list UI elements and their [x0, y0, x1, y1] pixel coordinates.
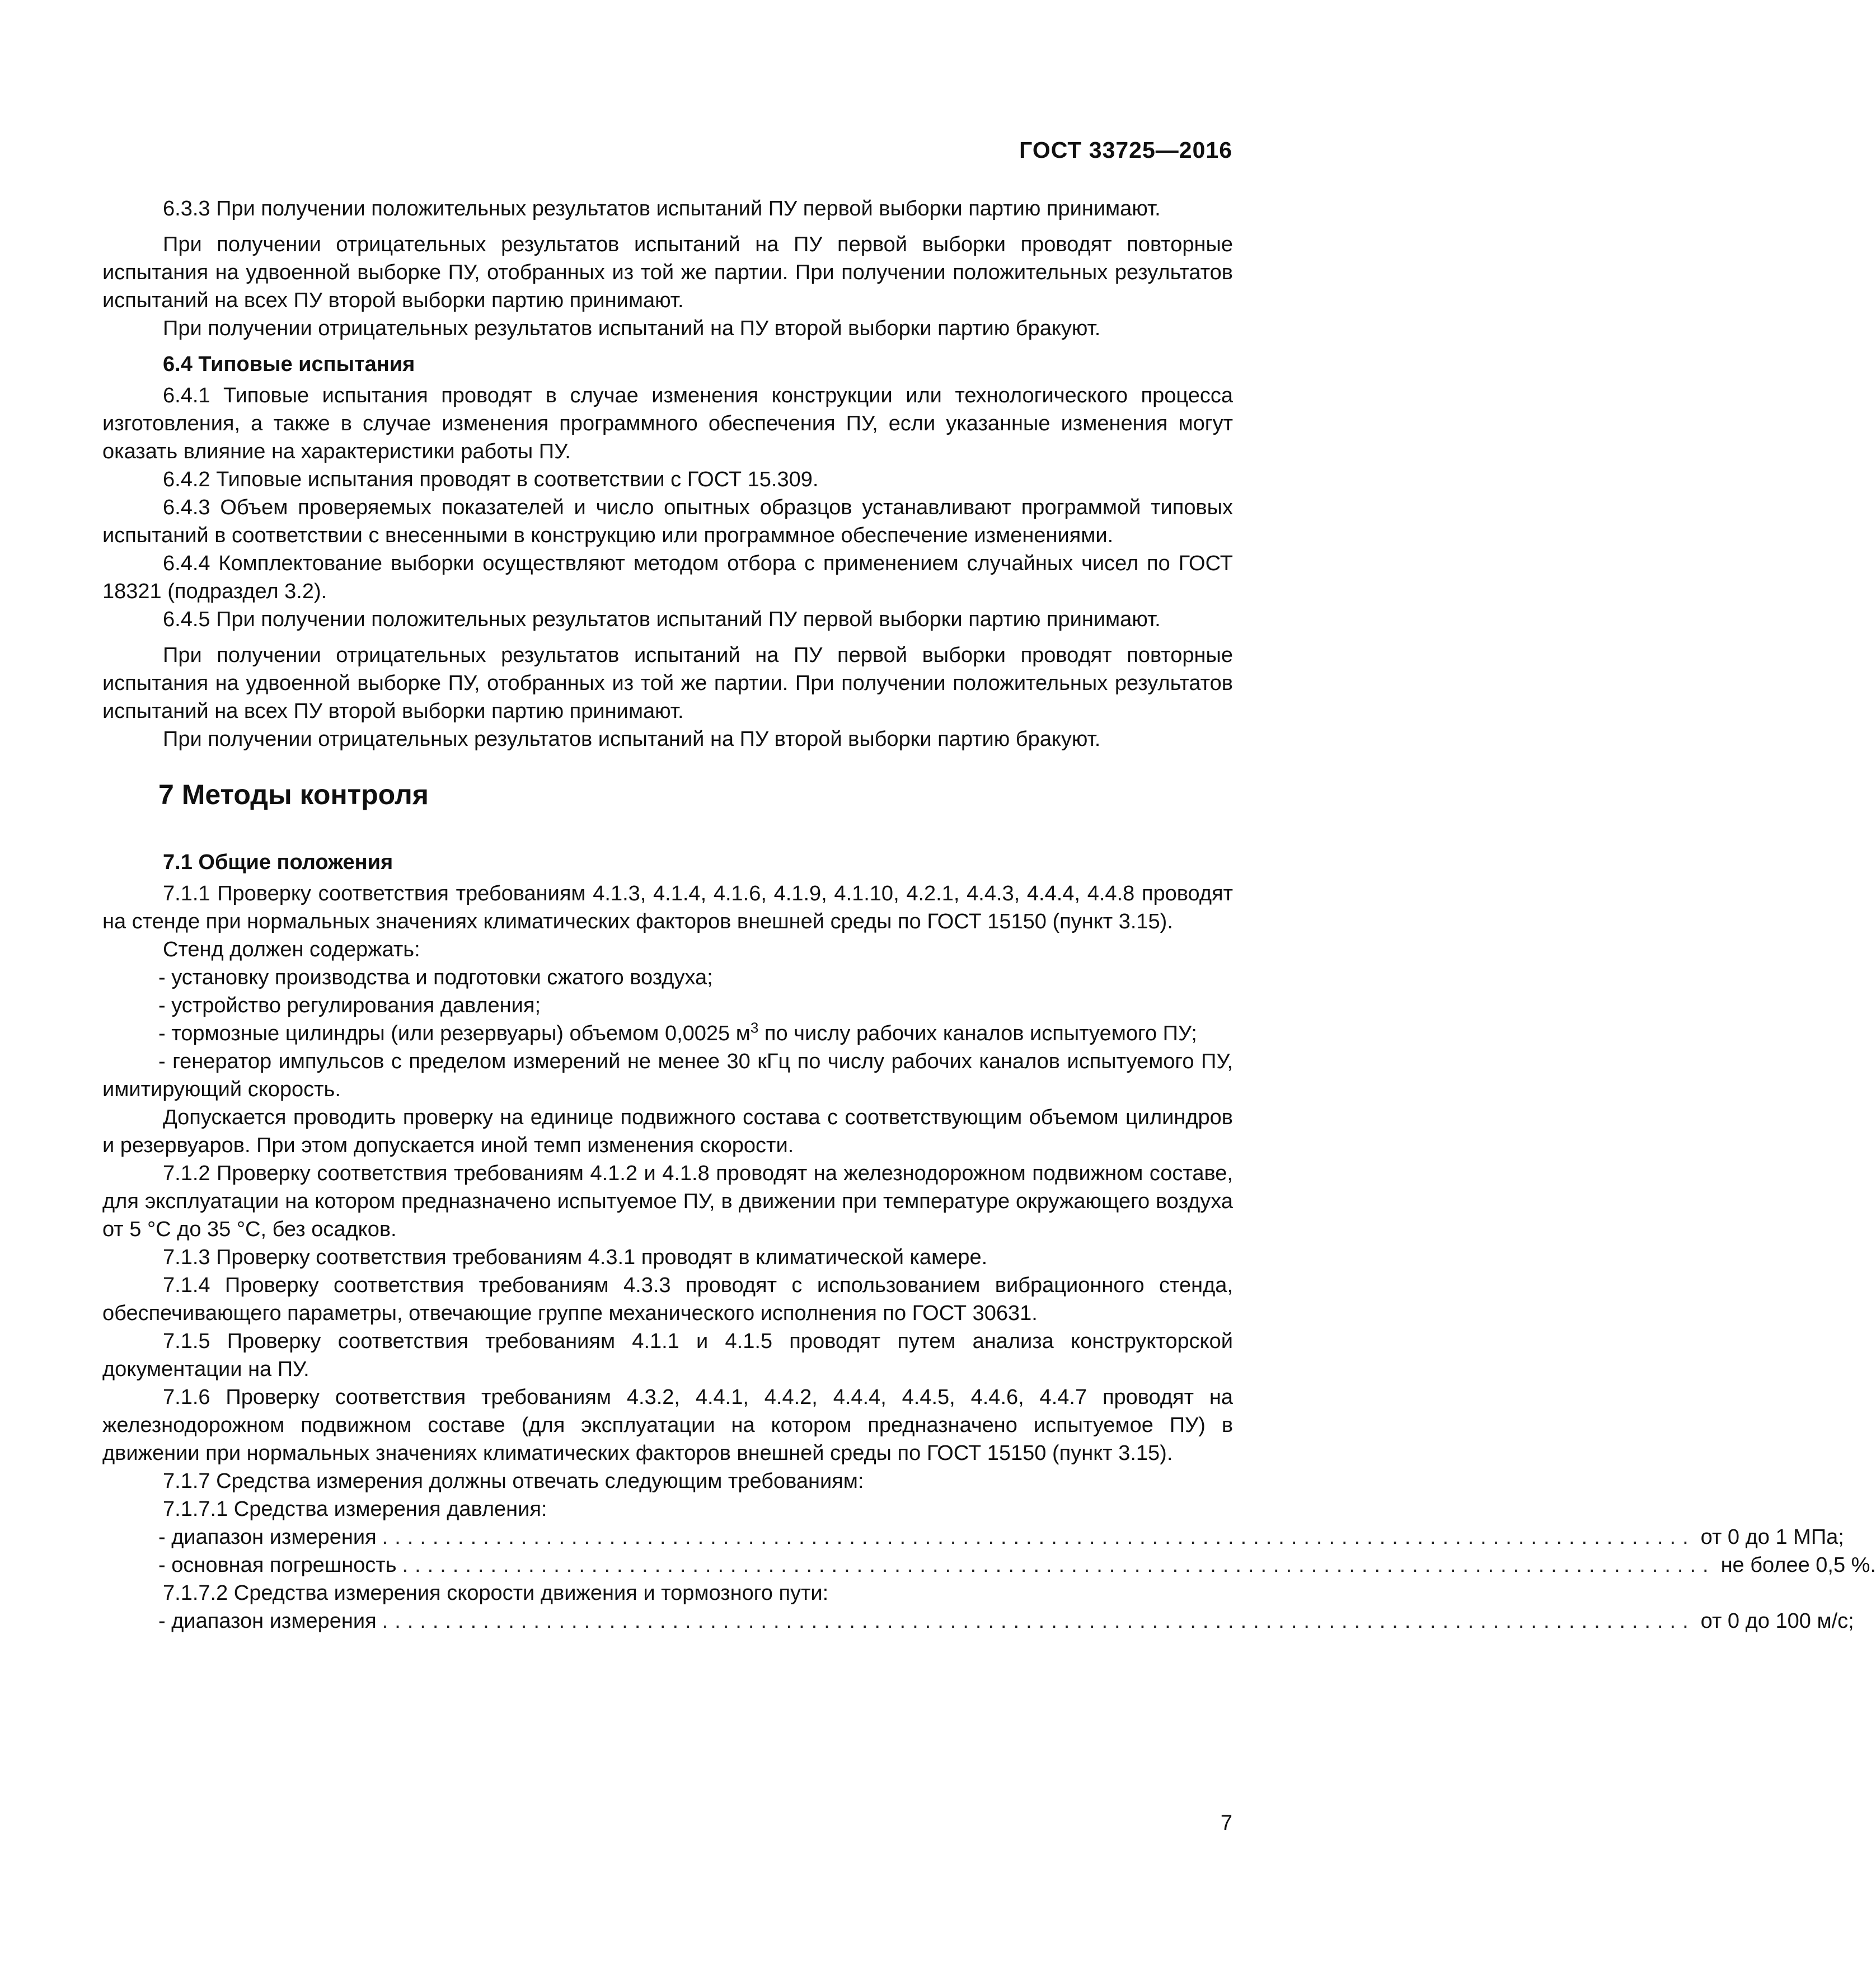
page-number: 7: [1220, 1811, 1232, 1835]
speed-range-row: [102, 1607, 1854, 1635]
paragraph-6-4-5-repeat: При получении отрицательных результатов испытаний на ПУ первой выборки проводят повторные испытания на удвоенной выборке ПУ, отобранных из той же партии. При получении положительных результатов испытаний на всех ПУ второй выборки партию принимают.: [102, 644, 1233, 723]
pressure-error-label: - основная погрешность: [158, 1553, 397, 1577]
stand-item-generator: - генератор импульсов с пределом измерений не менее 30 кГц по числу рабочих каналов испытуемого ПУ, имитирующий скорость.: [102, 1050, 1233, 1101]
speed-range-value: от 0 до 100 м/с;: [1700, 1609, 1854, 1633]
paragraph-6-4-2: 6.4.2 Типовые испытания проводят в соответствии с ГОСТ 15.309.: [163, 468, 819, 491]
paragraph-6-4-3: 6.4.3 Объем проверяемых показателей и число опытных образцов устанавливают программой типовых испытаний в соответствии с внесенными в конструкцию или программное обеспечение изменениями.: [102, 496, 1233, 547]
paragraph-6-4-4: 6.4.4 Комплектование выборки осуществляют методом отбора с применением случайных чисел по ГОСТ 18321 (подраздел 3.2).: [102, 552, 1233, 603]
leader-dots: ........................................................................................................: [382, 1609, 1695, 1633]
document-header: ГОСТ 33725—2016: [1019, 137, 1232, 163]
paragraph-6-3-3: 6.3.3 При получении положительных результатов испытаний ПУ первой выборки партию принимают.: [163, 197, 1161, 220]
paragraph-7-1-2: 7.1.2 Проверку соответствия требованиям 4.1.2 и 4.1.8 проводят на железнодорожном подвижном составе, для эксплуатации на котором предназначено испытуемое ПУ, в движении при температуре окружающего воздуха от 5 °С до 35 °С, без осадков.: [102, 1162, 1233, 1241]
paragraph-allowance: Допускается проводить проверку на единице подвижного состава с соответствующим объемом цилиндров и резервуаров. При этом допускается иной темп изменения скорости.: [102, 1106, 1233, 1157]
pressure-range-value: от 0 до 1 МПа;: [1700, 1525, 1844, 1549]
paragraph-7-1-1: 7.1.1 Проверку соответствия требованиям 4.1.3, 4.1.4, 4.1.6, 4.1.9, 4.1.10, 4.2.1, 4.4.3, 4.4.4, 4.4.8 проводят на стенде при нормальных значениях климатических факторов внешней среды по ГОСТ 15150 (пункт 3.15).: [102, 882, 1233, 933]
paragraph-7-1-3: 7.1.3 Проверку соответствия требованиям 4.3.1 проводят в климатической камере.: [163, 1246, 988, 1269]
pressure-range-row: [102, 1523, 1844, 1551]
cubic-superscript: 3: [750, 1019, 759, 1036]
leader-dots: ........................................................................................................: [382, 1525, 1695, 1549]
paragraph-6-4-5-reject: При получении отрицательных результатов испытаний на ПУ второй выборки партию бракуют.: [163, 727, 1101, 751]
stand-item-air: - установку производства и подготовки сжатого воздуха;: [158, 966, 713, 989]
paragraph-7-1-6: 7.1.6 Проверку соответствия требованиям 4.3.2, 4.4.1, 4.4.2, 4.4.4, 4.4.5, 4.4.6, 4.4.7 проводят на железнодорожном подвижном составе (для эксплуатации на котором предназначено испытуемое ПУ) в движении при нормальных значениях климатических факторов внешней среды по ГОСТ 15150 (пункт 3.15).: [102, 1386, 1233, 1465]
speed-range-label: - диапазон измерения: [158, 1609, 377, 1633]
page-content: [102, 195, 1876, 1635]
stand-item-cylinders-pre: - тормозные цилиндры (или резервуары) объемом 0,0025 м: [158, 1022, 751, 1045]
section-heading-7-1: 7.1 Общие положения: [163, 851, 393, 874]
paragraph-6-3-3-reject: При получении отрицательных результатов испытаний на ПУ второй выборки партию бракуют.: [163, 317, 1101, 340]
paragraph-7-1-4: 7.1.4 Проверку соответствия требованиям 4.3.3 проводят с использованием вибрационного стенда, обеспечивающего параметры, отвечающие группе механического исполнения по ГОСТ 30631.: [102, 1274, 1233, 1325]
stand-item-pressure: - устройство регулирования давления;: [158, 994, 541, 1017]
paragraph-7-1-7-1: 7.1.7.1 Средства измерения давления:: [163, 1497, 547, 1521]
stand-item-cylinders: [102, 1020, 1233, 1048]
paragraph-7-1-7-2: 7.1.7.2 Средства измерения скорости движения и тормозного пути:: [163, 1581, 829, 1605]
paragraph-7-1-7: 7.1.7 Средства измерения должны отвечать следующим требованиям:: [163, 1469, 864, 1493]
pressure-error-row: [102, 1551, 1876, 1579]
stand-intro: Стенд должен содержать:: [163, 938, 420, 961]
stand-item-cylinders-post: по числу рабочих каналов испытуемого ПУ;: [758, 1022, 1197, 1045]
pressure-range-label: - диапазон измерения: [158, 1525, 377, 1549]
leader-dots: ........................................................................................................: [402, 1553, 1715, 1577]
paragraph-6-4-5: 6.4.5 При получении положительных результатов испытаний ПУ первой выборки партию принимают.: [163, 608, 1161, 631]
paragraph-6-4-1: 6.4.1 Типовые испытания проводят в случае изменения конструкции или технологического процесса изготовления, а также в случае изменения программного обеспечения ПУ, если указанные изменения могут оказать влияние на характеристики работы ПУ.: [102, 384, 1233, 463]
paragraph-6-3-3-repeat: При получении отрицательных результатов испытаний на ПУ первой выборки проводят повторные испытания на удвоенной выборке ПУ, отобранных из той же партии. При получении положительных результатов испытаний на всех ПУ второй выборки партию принимают.: [102, 233, 1233, 312]
paragraph-7-1-5: 7.1.5 Проверку соответствия требованиям 4.1.1 и 4.1.5 проводят путем анализа конструкторской документации на ПУ.: [102, 1330, 1233, 1381]
section-heading-7: 7 Методы контроля: [158, 779, 429, 810]
section-heading-6-4: 6.4 Типовые испытания: [163, 353, 415, 376]
pressure-error-value: не более 0,5 %.: [1720, 1553, 1876, 1577]
